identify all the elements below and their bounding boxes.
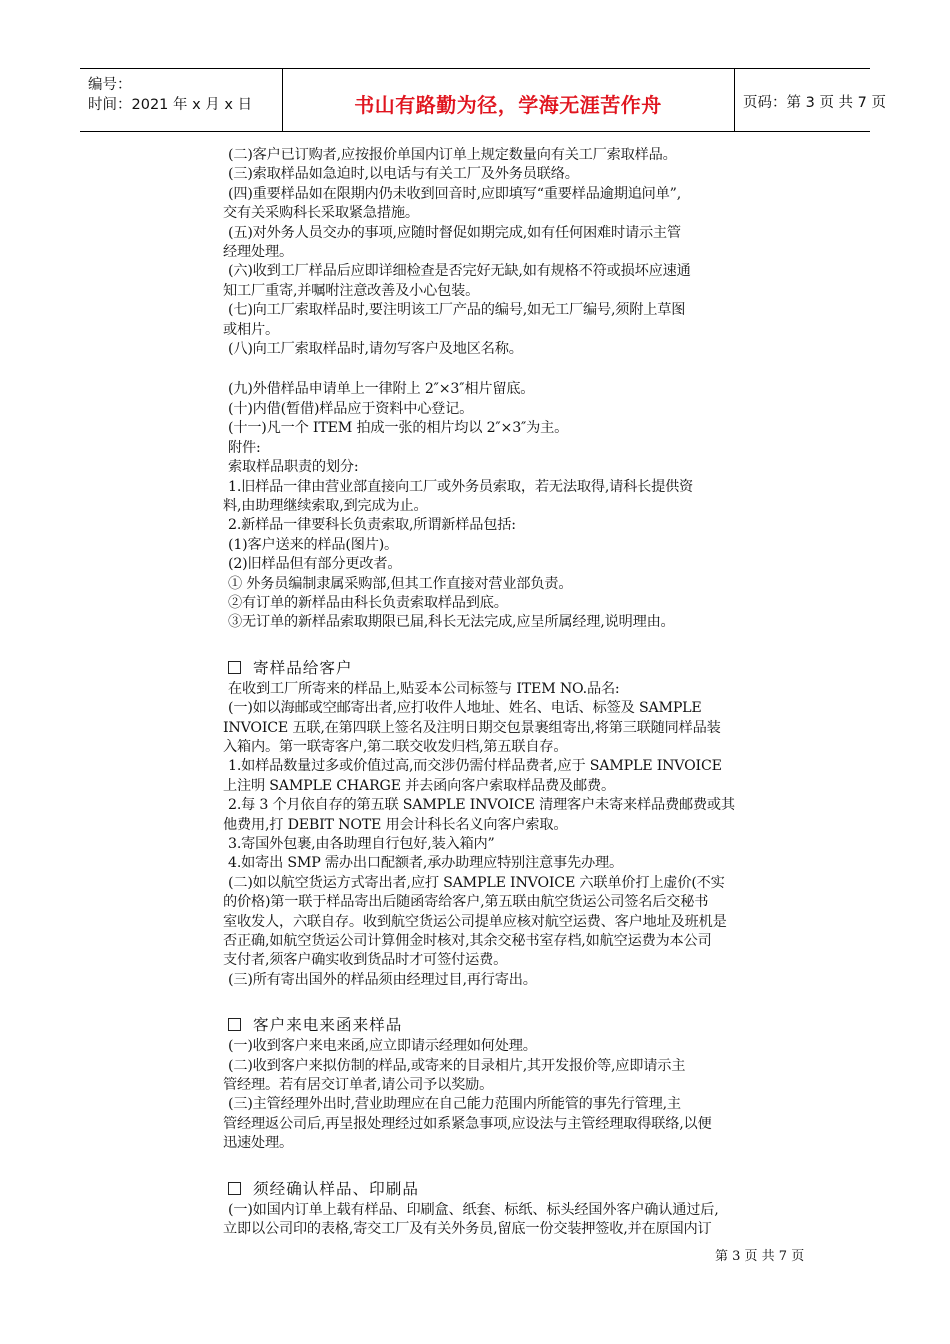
header-motto-cell — [282, 69, 735, 131]
section-body — [223, 1201, 794, 1240]
text-line: (九)外借样品申请单上一律附上 2″×3″相片留底。 — [228, 381, 535, 398]
section-title: 寄样品给客户 — [253, 658, 353, 677]
header-motto: 书山有路勤为径，学海无涯苦作舟 — [354, 93, 662, 117]
paragraph-group-2 — [223, 380, 794, 632]
text-line: 经理处理。 — [223, 244, 293, 261]
section-title: 须经确认样品、印刷品 — [253, 1179, 419, 1198]
text-line: (三)所有寄出国外的样品须由经理过目,再行寄出。 — [228, 971, 537, 988]
text-line: 入箱内。第一联寄客户,第二联交收发归档,第五联自存。 — [223, 738, 568, 755]
text-line: (五)对外务人员交办的事项,应随时督促如期完成,如有任何困难时请示主管 — [228, 224, 681, 241]
text-line: 的价格)第一联于样品寄出后随函寄给客户,第五联由航空货运公司签名后交秘书 — [223, 894, 709, 911]
text-line: 料,由助理继续索取,到完成为止。 — [223, 497, 428, 514]
section-heading — [228, 656, 794, 680]
checkbox-square-icon — [228, 1182, 241, 1195]
text-line: 1.如样品数量过多或价值过高,而交涉仍需付样品费者,应于 SAMPLE INVOICE — [228, 758, 722, 775]
text-line: 交有关采购科长采取紧急措施。 — [223, 205, 419, 222]
text-line: (六)收到工厂样品后应即详细检查是否完好无缺,如有规格不符或损坏应速通 — [228, 263, 691, 280]
text-line: 否正确,如航空货运公司计算佣金时核对,其余交秘书室存档,如航空运费为本公司 — [223, 933, 712, 950]
section-body — [223, 1037, 794, 1153]
text-line: 索取样品职责的划分: — [228, 459, 359, 476]
paragraph-group-1 — [223, 146, 794, 359]
checkbox-square-icon — [228, 1018, 241, 1031]
header-meta-cell — [80, 69, 283, 131]
section-heading — [228, 1177, 794, 1201]
section-body — [223, 680, 794, 991]
text-line: (十)内借(暂借)样品应于资料中心登记。 — [228, 400, 474, 417]
header-page-number: 页码：第 3 页 共 7 页 — [743, 95, 886, 111]
text-line: 2.每 3 个月依自存的第五联 SAMPLE INVOICE 清理客户未寄来样品费邮费或其 — [228, 797, 735, 814]
text-line: 立即以公司印的表格,寄交工厂及有关外务员,留底一份交装押签收,并在原国内订 — [223, 1221, 712, 1238]
spacer — [228, 633, 794, 654]
text-line: ① 外务员编制隶属采购部,但其工作直接对营业部负责。 — [228, 575, 573, 592]
text-line: INVOICE 五联,在第四联上签名及注明日期交包景裹组寄出,将第三联随同样品装 — [223, 719, 721, 736]
section-heading — [228, 1013, 794, 1037]
section-title: 客户来电来函来样品 — [253, 1016, 403, 1035]
document-body — [223, 146, 794, 1240]
text-line: (一)如国内订单上载有样品、印刷盒、纸套、标纸、标头经国外客户确认通过后, — [228, 1201, 719, 1218]
text-line: (二)客户已订购者,应按报价单国内订单上规定数量向有关工厂索取样品。 — [228, 147, 677, 163]
text-line: (2)旧样品但有部分更改者。 — [228, 556, 402, 573]
page-header — [80, 68, 886, 132]
text-line: (三)索取样品如急迫时,以电话与有关工厂及外务员联络。 — [228, 166, 579, 183]
text-line: (一)收到客户来电来函,应立即请示经理如何处理。 — [228, 1038, 537, 1055]
text-line: ②有订单的新样品由科长负责索取样品到底。 — [228, 594, 508, 611]
spacer — [228, 359, 794, 380]
header-page-cell — [735, 69, 886, 131]
text-line: (二)收到客户来拟仿制的样品,或寄来的目录相片,其开发报价等,应即请示主 — [228, 1057, 686, 1074]
spacer — [228, 1154, 794, 1175]
text-line: 4.如寄出 SMP 需办出口配额者,承办助理应特别注意事先办理。 — [228, 855, 623, 872]
spacer — [228, 990, 794, 1011]
text-line: 1.旧样品一律由营业部直接向工厂或外务员索取，若无法取得,请科长提供资 — [228, 478, 694, 495]
text-line: 管经理返公司后,再呈报处理经过如系紧急事项,应设法与主管经理取得联络,以便 — [223, 1115, 712, 1132]
text-line: (七)向工厂索取样品时,要注明该工厂产品的编号,如无工厂编号,须附上草图 — [228, 302, 686, 319]
text-line: (二)如以航空货运方式寄出者,应打 SAMPLE INVOICE 六联单价打上虚价(不实 — [228, 874, 725, 891]
text-line: (三)主管经理外出时,营业助理应在自己能力范围内所能管的事先行管理,主 — [228, 1096, 681, 1113]
text-line: (八)向工厂索取样品时,请勿写客户及地区名称。 — [228, 341, 523, 358]
document-time-label: 时间：2021 年 x 月 x 日 — [88, 97, 253, 113]
text-line: 上注明 SAMPLE CHARGE 并去函向客户索取样品费及邮费。 — [223, 777, 615, 794]
text-line: 在收到工厂所寄来的样品上,贴妥本公司标签与 ITEM NO.品名: — [228, 680, 620, 697]
text-line: (1)客户送来的样品(图片)。 — [228, 536, 399, 553]
text-line: 或相片。 — [223, 321, 279, 338]
page-footer-number: 第 3 页 共 7 页 — [715, 1249, 805, 1264]
text-line: 知工厂重寄,并嘱咐注意改善及小心包装。 — [223, 282, 480, 299]
text-line: 迅速处理。 — [223, 1135, 293, 1152]
text-line: 室收发人，六联自存。收到航空货运公司提单应核对航空运费、客户地址及班机是 — [223, 913, 727, 930]
text-line: ③无订单的新样品索取期限已届,科长无法完成,应呈所属经理,说明理由。 — [228, 614, 675, 631]
text-line: (四)重要样品如在限期内仍未收到回音时,应即填写“重要样品逾期追问单”, — [228, 185, 682, 202]
text-line: (一)如以海邮或空邮寄出者,应打收件人地址、姓名、电话、标签及 SAMPLE — [228, 700, 702, 717]
text-line: 他费用,打 DEBIT NOTE 用会计科长名义向客户索取。 — [223, 816, 568, 833]
text-line: (十一)凡一个 ITEM 拍成一张的相片均以 2″×3″为主。 — [228, 420, 569, 437]
checkbox-square-icon — [228, 661, 241, 674]
document-number-label: 编号： — [88, 77, 132, 93]
text-line: 附件: — [228, 439, 261, 456]
text-line: 3.寄国外包裹,由各助理自行包好,装入箱内” — [228, 836, 495, 852]
text-line: 2.新样品一律要科长负责索取,所谓新样品包括: — [228, 517, 516, 534]
text-line: 管经理。若有居交订单者,请公司予以奖励。 — [223, 1077, 494, 1094]
text-line: 支付者,须客户确实收到货品时才可签付运费。 — [223, 952, 508, 969]
